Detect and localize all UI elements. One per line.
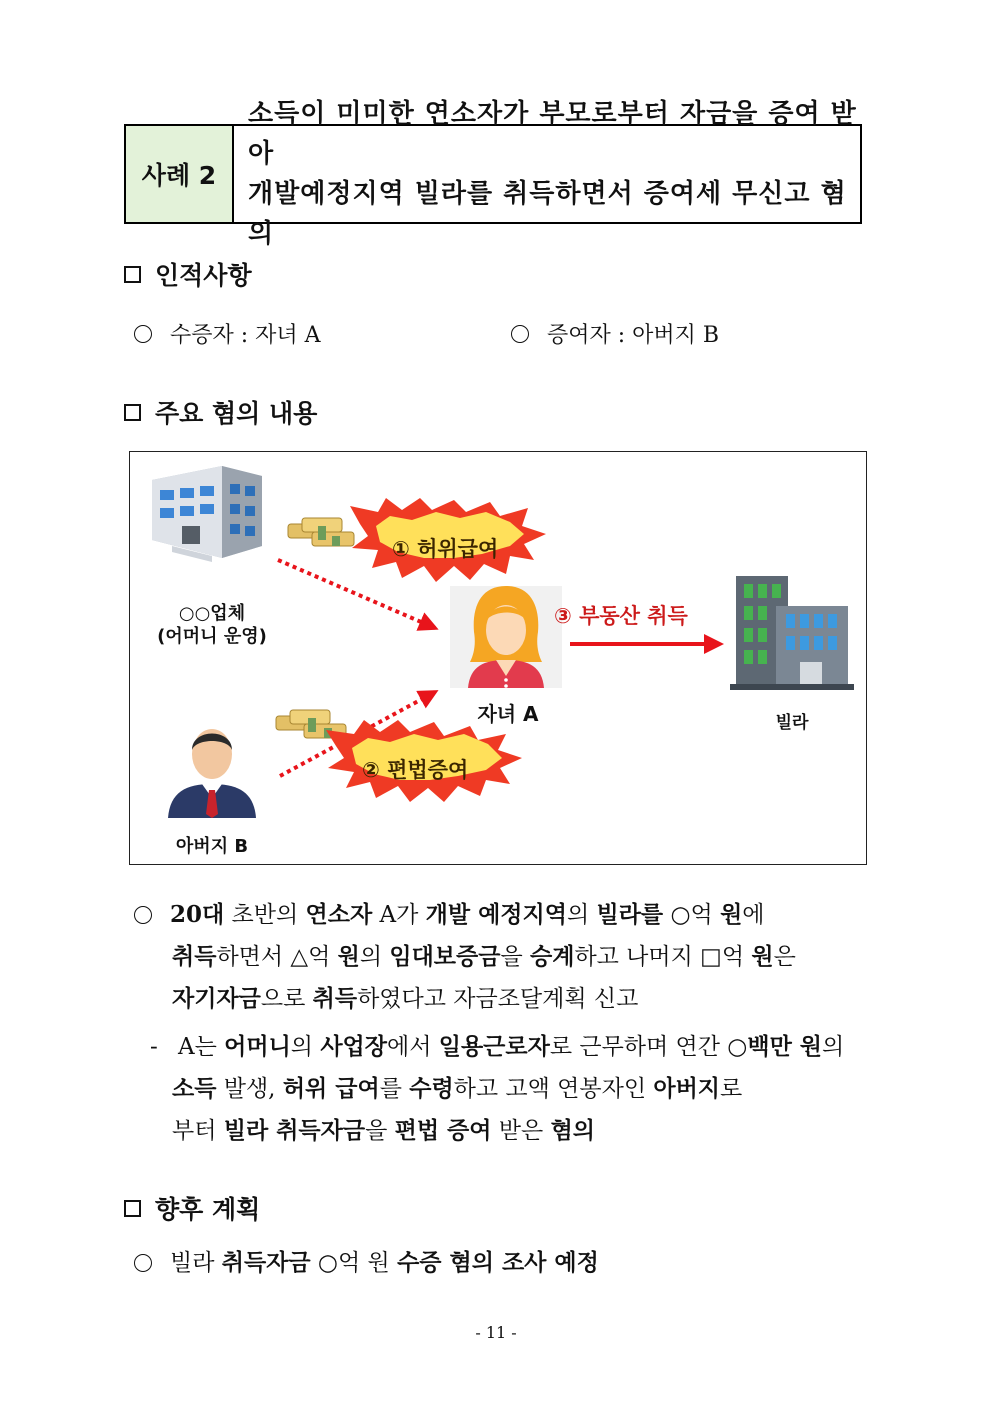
text-run: 로 근무하며 연간 ○ (549, 1034, 748, 1060)
villa-building-icon (730, 576, 854, 690)
paragraph-line (150, 1110, 844, 1152)
text-run: A가 (372, 902, 426, 928)
text-run: ○억 원 (310, 1250, 398, 1276)
text-run: 하였다고 자금조달계획 신고 (357, 986, 639, 1012)
donor-item (511, 318, 719, 349)
text-run: 혐의 (550, 1117, 595, 1144)
section-heading-plan (124, 1190, 260, 1226)
father-b-icon (168, 729, 256, 818)
text-run: ○억 (663, 902, 721, 928)
allegation-paragraph (134, 894, 796, 1020)
plan-item (134, 1242, 599, 1284)
text-run: A는 (178, 1034, 225, 1060)
paragraph-line (134, 978, 796, 1020)
text-run: 를 (379, 1076, 410, 1102)
dash-bullet: - (150, 1034, 158, 1060)
section-heading-text: 향후 계획 (155, 1195, 261, 1224)
disguised-gift-label: ② 편법증여 (362, 758, 469, 782)
text-run: 의 (822, 1034, 845, 1060)
text-run: 임대보증금 (389, 943, 501, 970)
text-run: 원 (337, 943, 360, 970)
text-run: 빌라 (170, 1250, 222, 1276)
case-title (234, 99, 860, 249)
text-run: 에서 (386, 1034, 439, 1060)
text-run: 하고 고액 연봉자인 (453, 1076, 654, 1102)
text-run: 어머니 (224, 1033, 291, 1060)
text-run: 원 (751, 943, 774, 970)
company-note-text: (어머니 운영) (157, 626, 267, 647)
square-bullet-icon (124, 266, 141, 283)
text-run: 수증 혐의 조사 예정 (397, 1249, 599, 1276)
case-title-line1: 소득이 미미한 연소자가 부모로부터 자금을 증여 받아 (248, 99, 857, 169)
section-heading-allegations (124, 394, 317, 430)
donee-item (134, 318, 321, 349)
paragraph-line (134, 894, 796, 936)
text-run: 으로 (260, 986, 313, 1012)
text-run: 하고 나머지 □억 (574, 944, 752, 970)
text-run: 을 (500, 944, 530, 970)
money-icon (288, 518, 354, 546)
company-label (130, 602, 294, 648)
donee-text: 수증자 : 자녀 A (170, 323, 321, 348)
text-run: 원 (720, 901, 743, 928)
text-run: 하면서 △억 (216, 944, 338, 970)
text-run: 개발 예정지역 (425, 901, 567, 928)
case-header-box (124, 99, 862, 249)
text-run: 취득 (172, 943, 217, 970)
case-title-line2: 개발예정지역 빌라를 취득하면서 증여세 무신고 혐의 (248, 179, 847, 249)
text-run: 로 (720, 1076, 743, 1102)
company-name-text: ○○업체 (178, 603, 246, 624)
text-run: 편법 증여 (394, 1117, 492, 1144)
donor-text: 증여자 : 아버지 B (547, 323, 720, 348)
father-b-label: 아버지 B (175, 836, 249, 857)
section-heading-personal (124, 256, 252, 292)
text-run: 취득 (312, 985, 358, 1012)
text-run: 부터 (172, 1118, 224, 1144)
real-estate-acquisition-label: ③ 부동산 취득 (554, 604, 688, 628)
text-run: 승계 (530, 943, 575, 970)
text-run: 취득자금 (221, 1249, 311, 1276)
text-run: 받은 (491, 1118, 551, 1144)
text-run: 일용근로자 (438, 1033, 550, 1060)
text-run: 백만 원 (747, 1033, 823, 1060)
text-run: 소득 (172, 1075, 217, 1102)
false-salary-label: ① 허위급여 (392, 537, 499, 561)
text-run: 에 (742, 902, 765, 928)
text-run: 사업장 (320, 1033, 387, 1060)
circle-bullet-icon (511, 325, 529, 343)
text-run: 수령 (409, 1075, 454, 1102)
circle-bullet-icon (134, 1254, 152, 1272)
diagram-canvas (130, 452, 866, 864)
page-number: - 11 - (475, 1323, 517, 1342)
text-run: 은 (773, 944, 796, 970)
text-run: 허위 급여 (282, 1075, 380, 1102)
circle-bullet-icon (134, 325, 152, 343)
text-run: 발생, (216, 1076, 283, 1102)
section-heading-text: 주요 혐의 내용 (155, 399, 318, 428)
text-run: 의 (359, 944, 390, 970)
text-run: 20대 (170, 901, 225, 928)
detail-paragraph (150, 1026, 844, 1152)
text-run: 의 (290, 1034, 321, 1060)
text-run: 초반의 (224, 902, 306, 928)
paragraph-line (134, 936, 796, 978)
square-bullet-icon (124, 404, 141, 421)
text-run: 아버지 (653, 1075, 721, 1102)
text-run: 을 (365, 1118, 395, 1144)
case-label: 사례 2 (126, 126, 234, 222)
text-run: 의 (566, 902, 597, 928)
child-a-label: 자녀 A (477, 702, 539, 726)
square-bullet-icon (124, 1200, 141, 1217)
section-heading-text: 인적사항 (155, 261, 252, 290)
allegation-diagram (129, 451, 867, 865)
child-a-icon (450, 586, 562, 688)
paragraph-line (150, 1026, 844, 1068)
text-run: 빌라 취득자금 (223, 1117, 366, 1144)
company-building-icon (152, 466, 262, 562)
villa-label: 빌라 (775, 713, 809, 733)
paragraph-line (150, 1068, 844, 1110)
text-run: 자기자금 (172, 985, 261, 1012)
text-run: 연소자 (305, 901, 373, 928)
text-run: 빌라를 (596, 901, 664, 928)
circle-bullet-icon (134, 906, 152, 924)
